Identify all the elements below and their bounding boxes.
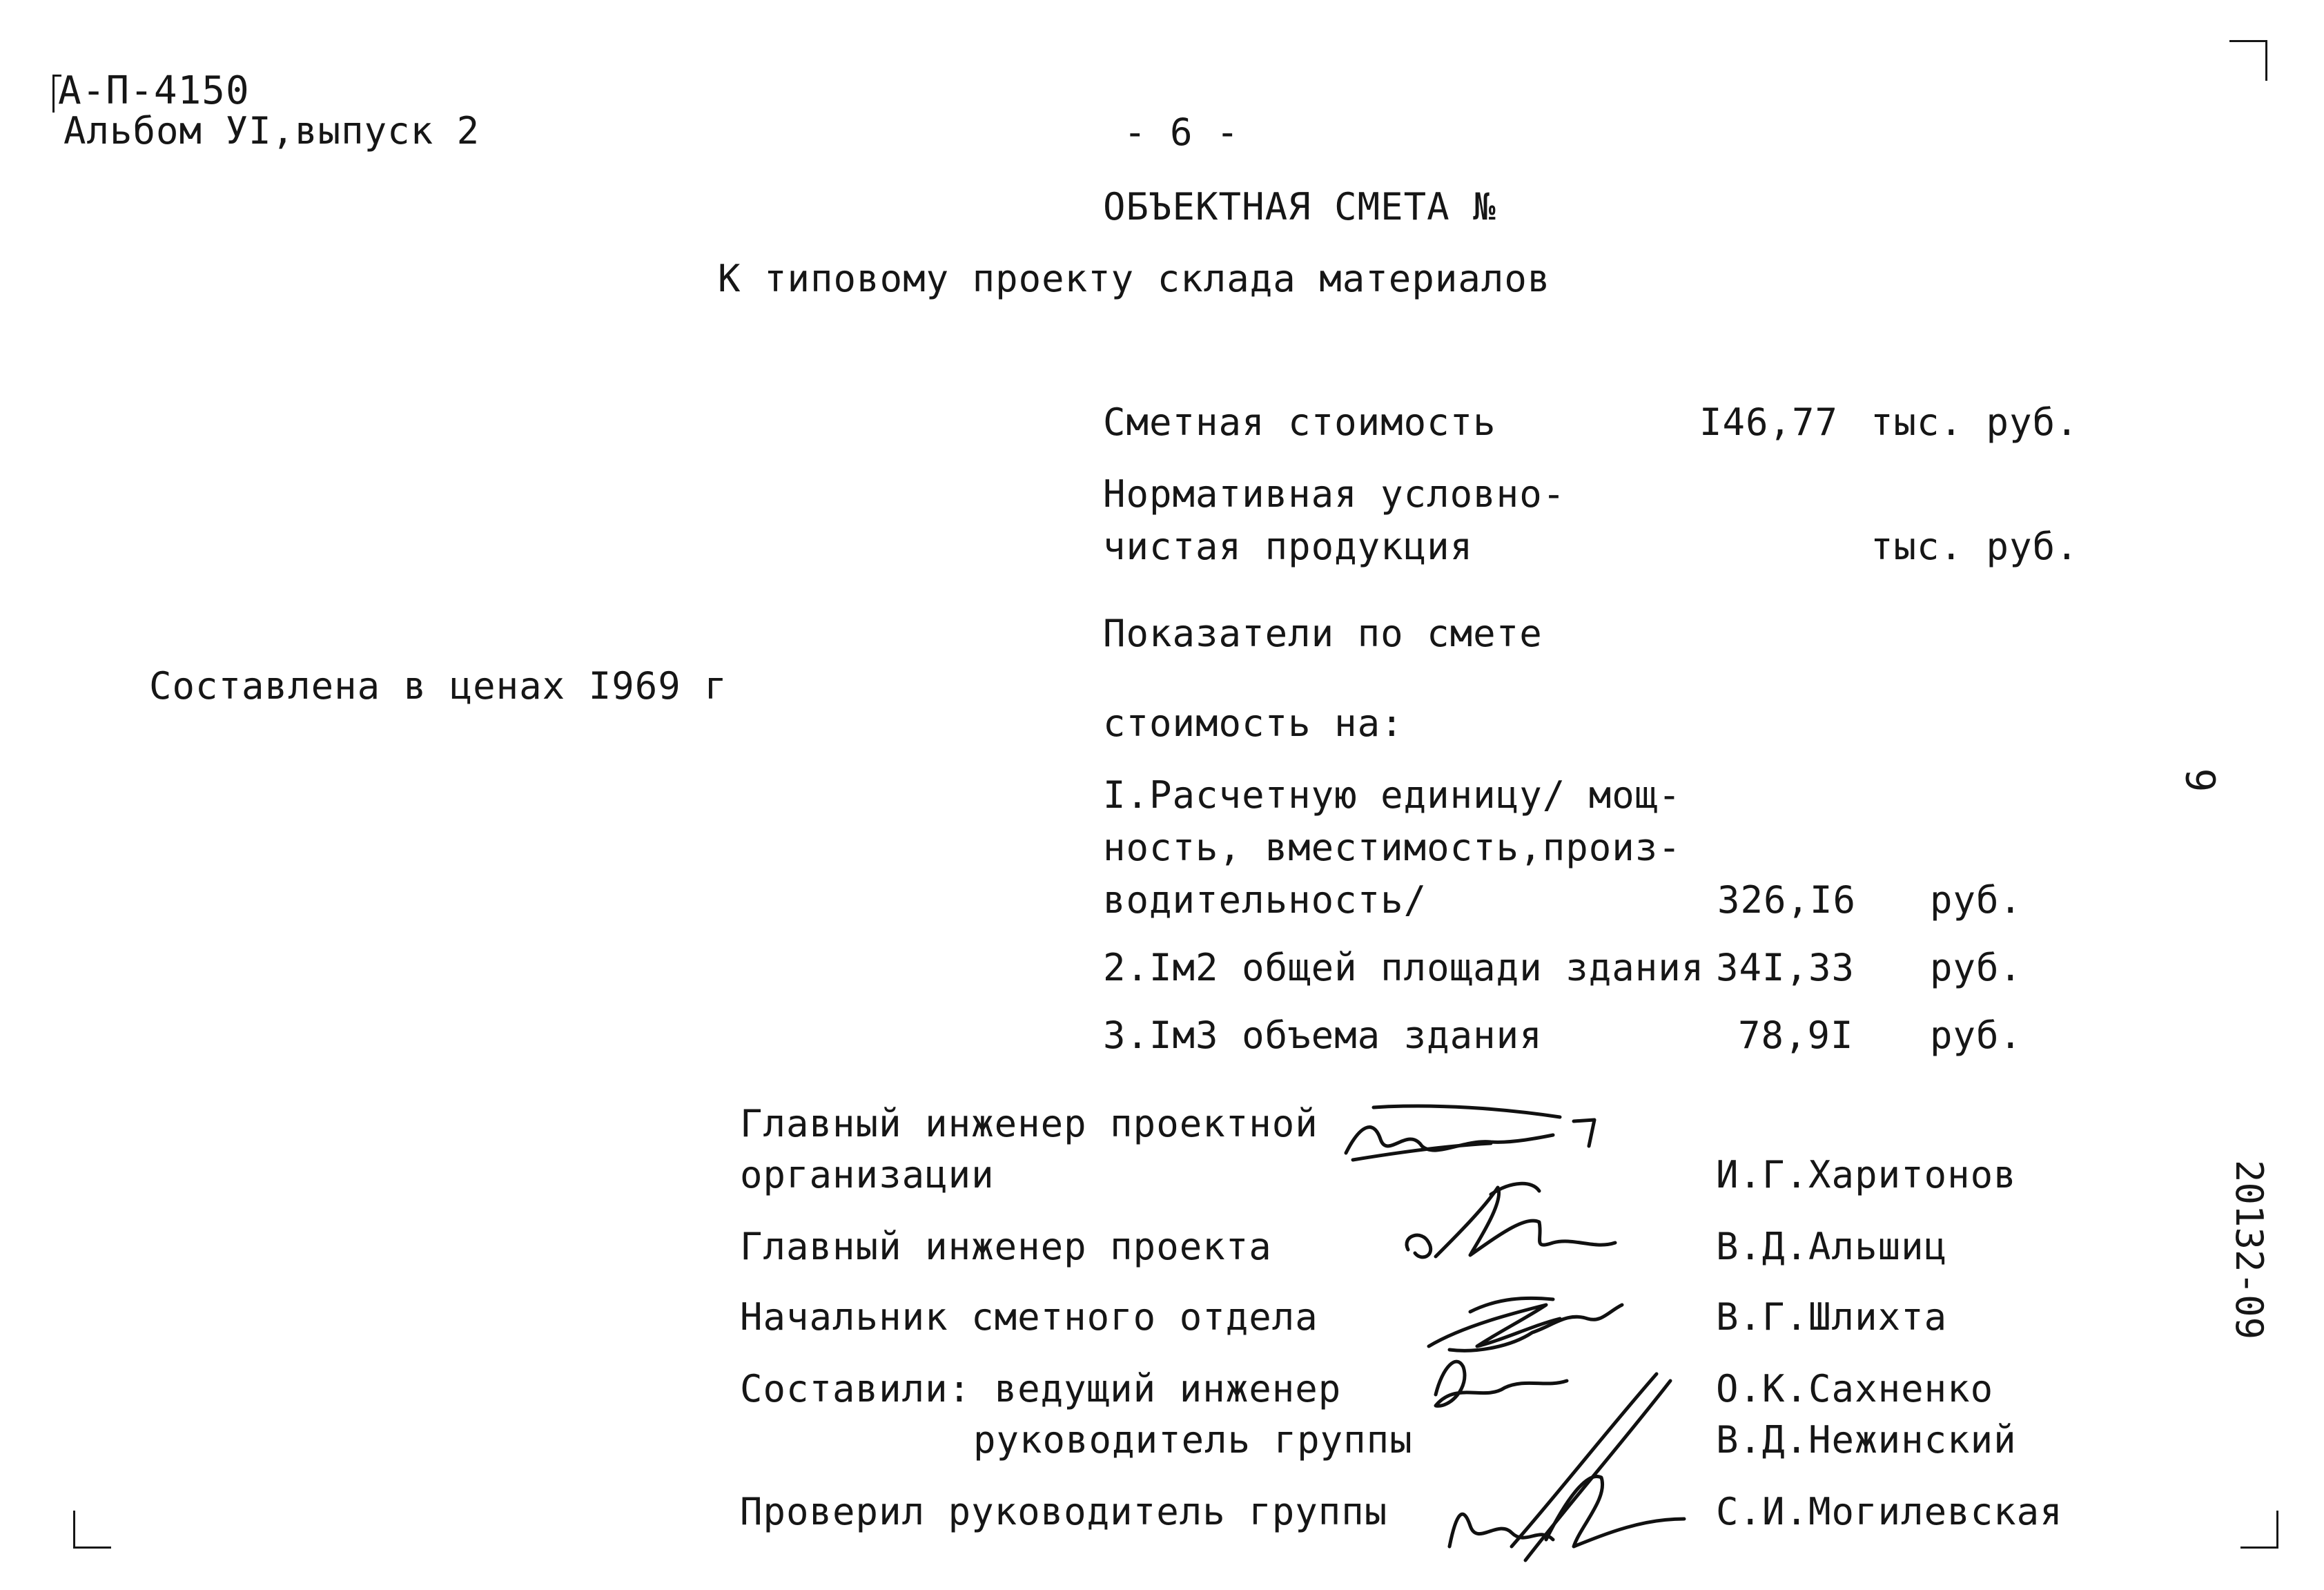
cost-per-label: стоимость на: bbox=[1103, 701, 1404, 745]
corner-mark-bottom-right bbox=[2240, 1511, 2278, 1549]
signatory-1-role-line1: Главный инженер проектной bbox=[740, 1102, 1318, 1145]
signatory-1-role-line2: организации bbox=[740, 1153, 995, 1196]
signatory-3-role: Начальник сметного отдела bbox=[740, 1295, 1318, 1339]
norm-label-line1: Нормативная условно- bbox=[1103, 472, 1566, 516]
page-title: ОБЪЕКТНАЯ СМЕТА № bbox=[1103, 185, 1496, 229]
norm-unit: тыс. руб. bbox=[1871, 525, 2079, 568]
signatory-3-name: В.Г.Шлихта bbox=[1716, 1295, 1948, 1339]
signatory-4-name: О.К.Сахненко bbox=[1716, 1367, 1994, 1410]
indicator-3-line1: 3.Iм3 объема здания bbox=[1103, 1014, 1543, 1057]
corner-mark-top-right bbox=[2229, 40, 2267, 81]
corner-mark-bottom-left bbox=[73, 1511, 111, 1549]
page-number: - 6 - bbox=[1124, 110, 1240, 154]
cost-value: I46,77 bbox=[1699, 400, 1839, 444]
signatory-5-role: Проверил руководитель группы bbox=[740, 1490, 1388, 1533]
document-number: 20132-09 bbox=[2227, 1160, 2271, 1340]
signature-alshits bbox=[1394, 1174, 1629, 1270]
prices-note: Составлена в ценах I969 г bbox=[149, 664, 728, 708]
indicator-1-value: 326,I6 bbox=[1717, 878, 1857, 922]
signature-sakhnenko-nezhinsky bbox=[1408, 1339, 1698, 1574]
signatory-4-name-2: В.Д.Нежинский bbox=[1716, 1418, 2017, 1462]
signatory-2-role: Главный инженер проекта bbox=[740, 1225, 1272, 1268]
signatory-2-name: В.Д.Альшиц bbox=[1716, 1225, 1948, 1268]
indicator-2-unit: руб. bbox=[1930, 946, 2023, 989]
cost-unit: тыс. руб. bbox=[1871, 400, 2079, 444]
indicators-label: Показатели по смете bbox=[1103, 612, 1543, 655]
norm-label-line2: чистая продукция bbox=[1103, 525, 1474, 568]
signatory-4-role-line1: Составили: ведущий инженер bbox=[740, 1367, 1342, 1410]
signatory-5-name: С.И.Могилевская bbox=[1716, 1490, 2063, 1533]
indicator-1-line3: водительность/ bbox=[1103, 878, 1427, 922]
indicator-3-value: 78,9I bbox=[1738, 1014, 1854, 1057]
page-subtitle: К типовому проекту склада материалов bbox=[718, 257, 1551, 300]
signatory-4-role-line2: руководитель группы bbox=[973, 1418, 1413, 1462]
album-label: Альбом УI,выпуск 2 bbox=[64, 109, 480, 153]
indicator-1-line1: I.Расчетную единицу/ мощ- bbox=[1103, 773, 1681, 817]
indicator-2-line1: 2.Iм2 общей площади здания bbox=[1103, 946, 1705, 989]
indicator-1-unit: руб. bbox=[1930, 878, 2023, 922]
document-code: А-П-4150 bbox=[58, 68, 250, 113]
indicator-2-value: 34I,33 bbox=[1716, 946, 1855, 989]
signatory-1-name: И.Г.Харитонов bbox=[1716, 1153, 2017, 1196]
cost-label: Сметная стоимость bbox=[1103, 400, 1496, 444]
indicator-3-unit: руб. bbox=[1930, 1014, 2023, 1057]
signature-kharitonov bbox=[1332, 1098, 1622, 1174]
indicator-1-line2: ность, вместимость,произ- bbox=[1103, 826, 1681, 869]
sheet-number: 9 bbox=[2176, 768, 2224, 793]
